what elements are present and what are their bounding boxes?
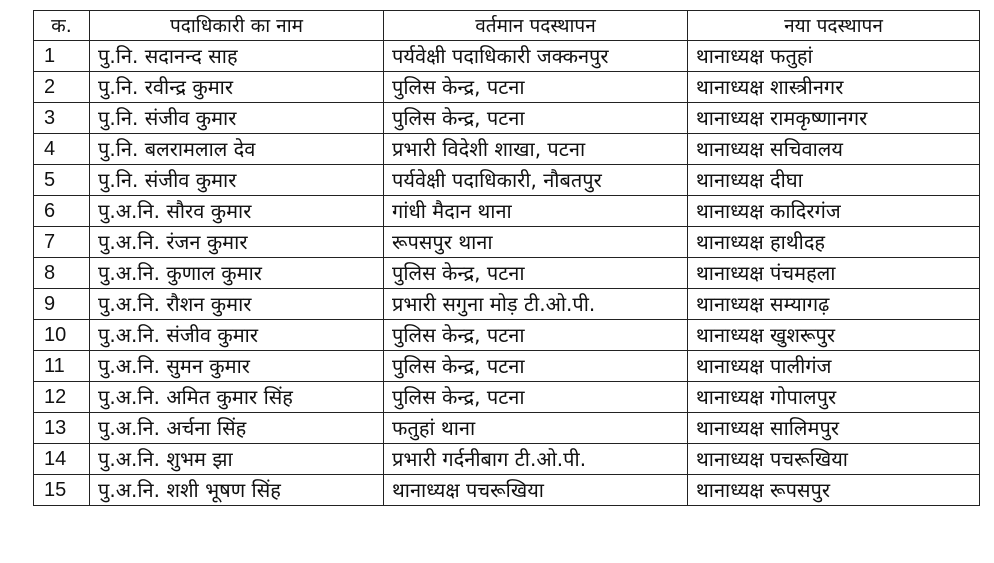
current-posting-cell: पुलिस केन्द्र, पटना bbox=[384, 320, 688, 351]
serial-cell: 5 bbox=[34, 165, 90, 196]
current-posting-cell: थानाध्यक्ष पचरूखिया bbox=[384, 475, 688, 506]
table-row bbox=[34, 258, 980, 289]
officer-name-cell: पु.अ.नि. सुमन कुमार bbox=[90, 351, 384, 382]
serial-cell: 14 bbox=[34, 444, 90, 475]
current-posting-cell: गांधी मैदान थाना bbox=[384, 196, 688, 227]
officer-name-cell: पु.नि. संजीव कुमार bbox=[90, 103, 384, 134]
serial-cell: 10 bbox=[34, 320, 90, 351]
serial-cell: 4 bbox=[34, 134, 90, 165]
current-posting-cell: पुलिस केन्द्र, पटना bbox=[384, 382, 688, 413]
current-posting-cell: प्रभारी विदेशी शाखा, पटना bbox=[384, 134, 688, 165]
officer-name-cell: पु.नि. रवीन्द्र कुमार bbox=[90, 72, 384, 103]
table-row bbox=[34, 103, 980, 134]
table-row bbox=[34, 444, 980, 475]
serial-cell: 8 bbox=[34, 258, 90, 289]
serial-cell: 2 bbox=[34, 72, 90, 103]
serial-cell: 9 bbox=[34, 289, 90, 320]
current-posting-cell: प्रभारी गर्दनीबाग टी.ओ.पी. bbox=[384, 444, 688, 475]
table-row bbox=[34, 134, 980, 165]
table-row bbox=[34, 196, 980, 227]
new-posting-cell: थानाध्यक्ष दीघा bbox=[688, 165, 980, 196]
serial-cell: 6 bbox=[34, 196, 90, 227]
header-officer-name: पदाधिकारी का नाम bbox=[90, 11, 384, 41]
new-posting-cell: थानाध्यक्ष शास्त्रीनगर bbox=[688, 72, 980, 103]
officer-name-cell: पु.नि. सदानन्द साह bbox=[90, 41, 384, 72]
serial-cell: 7 bbox=[34, 227, 90, 258]
posting-order-document bbox=[33, 10, 979, 506]
posting-table bbox=[33, 10, 980, 506]
table-row bbox=[34, 227, 980, 258]
new-posting-cell: थानाध्यक्ष हाथीदह bbox=[688, 227, 980, 258]
serial-cell: 1 bbox=[34, 41, 90, 72]
officer-name-cell: पु.अ.नि. शशी भूषण सिंह bbox=[90, 475, 384, 506]
new-posting-cell: थानाध्यक्ष सालिमपुर bbox=[688, 413, 980, 444]
current-posting-cell: प्रभारी सगुना मोड़ टी.ओ.पी. bbox=[384, 289, 688, 320]
header-new-posting: नया पदस्थापन bbox=[688, 11, 980, 41]
current-posting-cell: पुलिस केन्द्र, पटना bbox=[384, 258, 688, 289]
new-posting-cell: थानाध्यक्ष गोपालपुर bbox=[688, 382, 980, 413]
table-row bbox=[34, 475, 980, 506]
table-row bbox=[34, 165, 980, 196]
new-posting-cell: थानाध्यक्ष खुशरूपुर bbox=[688, 320, 980, 351]
table-row bbox=[34, 72, 980, 103]
current-posting-cell: फतुहां थाना bbox=[384, 413, 688, 444]
current-posting-cell: पर्यवेक्षी पदाधिकारी जक्कनपुर bbox=[384, 41, 688, 72]
officer-name-cell: पु.अ.नि. रौशन कुमार bbox=[90, 289, 384, 320]
officer-name-cell: पु.अ.नि. अमित कुमार सिंह bbox=[90, 382, 384, 413]
officer-name-cell: पु.नि. बलरामलाल देव bbox=[90, 134, 384, 165]
officer-name-cell: पु.अ.नि. रंजन कुमार bbox=[90, 227, 384, 258]
header-current-posting: वर्तमान पदस्थापन bbox=[384, 11, 688, 41]
new-posting-cell: थानाध्यक्ष कादिरगंज bbox=[688, 196, 980, 227]
new-posting-cell: थानाध्यक्ष पचरूखिया bbox=[688, 444, 980, 475]
table-body bbox=[34, 41, 980, 506]
serial-cell: 3 bbox=[34, 103, 90, 134]
table-row bbox=[34, 413, 980, 444]
new-posting-cell: थानाध्यक्ष फतुहां bbox=[688, 41, 980, 72]
current-posting-cell: पुलिस केन्द्र, पटना bbox=[384, 72, 688, 103]
officer-name-cell: पु.अ.नि. सौरव कुमार bbox=[90, 196, 384, 227]
table-row bbox=[34, 351, 980, 382]
table-row bbox=[34, 41, 980, 72]
current-posting-cell: रूपसपुर थाना bbox=[384, 227, 688, 258]
header-serial: क. bbox=[34, 11, 90, 41]
serial-cell: 13 bbox=[34, 413, 90, 444]
current-posting-cell: पर्यवेक्षी पदाधिकारी, नौबतपुर bbox=[384, 165, 688, 196]
serial-cell: 15 bbox=[34, 475, 90, 506]
new-posting-cell: थानाध्यक्ष सचिवालय bbox=[688, 134, 980, 165]
officer-name-cell: पु.अ.नि. अर्चना सिंह bbox=[90, 413, 384, 444]
officer-name-cell: पु.अ.नि. संजीव कुमार bbox=[90, 320, 384, 351]
table-row bbox=[34, 320, 980, 351]
serial-cell: 11 bbox=[34, 351, 90, 382]
header-row bbox=[34, 11, 980, 41]
officer-name-cell: पु.अ.नि. कुणाल कुमार bbox=[90, 258, 384, 289]
current-posting-cell: पुलिस केन्द्र, पटना bbox=[384, 103, 688, 134]
officer-name-cell: पु.नि. संजीव कुमार bbox=[90, 165, 384, 196]
new-posting-cell: थानाध्यक्ष रामकृष्णानगर bbox=[688, 103, 980, 134]
officer-name-cell: पु.अ.नि. शुभम झा bbox=[90, 444, 384, 475]
new-posting-cell: थानाध्यक्ष पंचमहला bbox=[688, 258, 980, 289]
new-posting-cell: थानाध्यक्ष सम्यागढ़ bbox=[688, 289, 980, 320]
table-row bbox=[34, 289, 980, 320]
table-header bbox=[34, 11, 980, 41]
new-posting-cell: थानाध्यक्ष रूपसपुर bbox=[688, 475, 980, 506]
new-posting-cell: थानाध्यक्ष पालीगंज bbox=[688, 351, 980, 382]
serial-cell: 12 bbox=[34, 382, 90, 413]
table-row bbox=[34, 382, 980, 413]
current-posting-cell: पुलिस केन्द्र, पटना bbox=[384, 351, 688, 382]
